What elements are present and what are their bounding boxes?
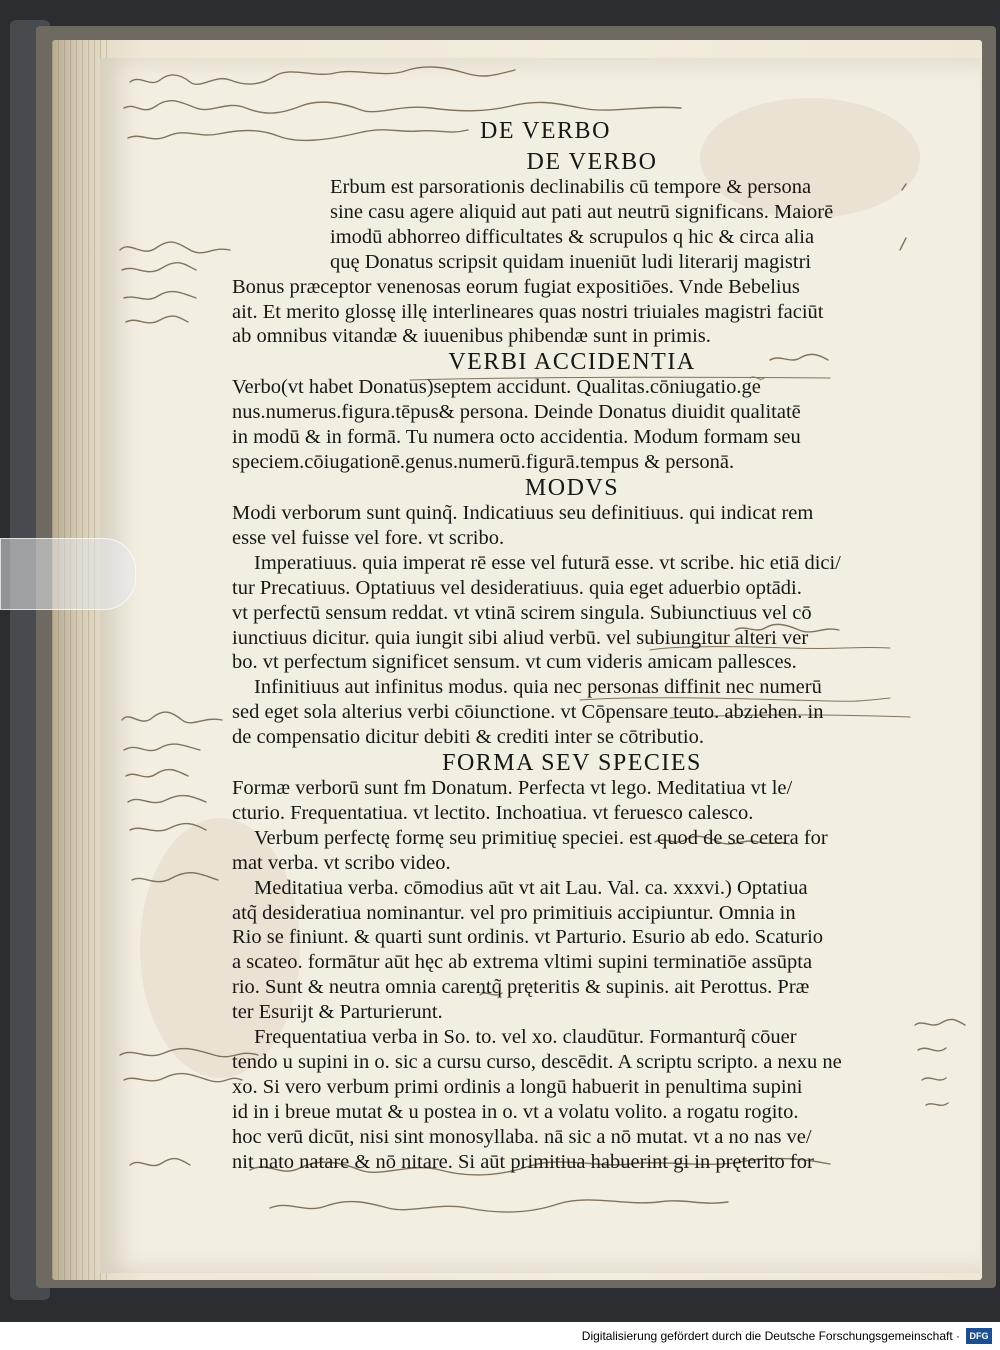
text-line: Verbum perfectę formę seu primitiuę speciei. est quod de se cetera for [254,826,828,849]
text-line: Formæ verborū sunt fm Donatum. Perfecta vt lego. Meditatiua vt le/ [232,777,793,800]
text-line: Erbum est parsorationis declinabilis cū tempore & persona [330,176,812,198]
text-line: id in i breue mutat & u postea in o. vt a volatu volito. a rogatu rogito. [232,1100,799,1123]
text-line: de compensatio dicitur debiti & crediti inter se cōtributio. [232,726,704,749]
text-line: Modi verborum sunt quinq̃. Indicatiuus seu definitiuus. qui indicat rem [232,501,814,524]
text-line: hoc verū dicūt, nisi sint monosyllaba. nā sic a nō mutat. vt a no nas ve/ [232,1125,812,1148]
text-line: esse vel fuisse vel fore. vt scribo. [232,526,505,549]
text-line: ter Esurijt & Parturierunt. [232,1001,443,1024]
text-line: Rio se finiunt. & quarti sunt ordinis. vt Parturio. Esurio ab edo. Scaturio [232,926,824,949]
section-heading: VERBI ACCIDENTIA [448,349,696,376]
text-line: Imperatiuus. quia imperat rē esse vel futurā esse. vt scribe. hic etiā dici/ [254,551,841,574]
text-line: tur Precatiuus. Optatiuus vel desideratiuus. quia eget aduerbio optādi. [232,576,802,599]
text-line: tendo u supini in o. sic a cursu curso, descēdit. A scriptu scripto. a nexu ne [232,1051,842,1073]
text-line: rio. Sunt & neutra omnia carentq̃ pręteritis & supinis. ait Perottus. Præ [232,976,810,999]
text-line: cturio. Frequentatiua. vt lectito. Inchoatiua. vt feruesco calesco. [232,801,754,824]
text-line: Frequentatiua verba in So. to. vel xo. claudūtur. Formanturq̃ cōuer [254,1026,797,1049]
opening-paragraph [232,175,912,349]
text-line: imodū abhorreo difficultates & scrupulos q hic & circa alia [330,225,815,248]
main-text-block [232,115,912,1175]
digitization-footer [0,1322,1000,1350]
text-line: ait. Et merito glossę illę interlineares quas nostri triuiales magistri faciūt [232,300,824,323]
text-line: quę Donatus scripsit quidam inueniūt ludi literarij magistri [330,250,812,273]
text-line: in modū & in formā. Tu numera octo accidentia. Modum formam seu [232,426,801,449]
text-line: vt perfectū sensum reddat. vt vtinā scirem singula. Subiunctiuus vel cō [232,601,812,624]
text-line: bo. vt perfectum significet sensum. vt cum videris amicam pallesces. [232,651,797,674]
text-line: iunctiuus dicitur. quia iungit sibi aliud verbū. vel subiungitur alteri ver [232,626,809,649]
text-line: xo. Si vero verbum primi ordinis a longū habuerit in penultima supini [232,1075,803,1098]
text-line: Meditatiua verba. cōmodius aūt vt ait Lau. Val. ca. xxxvi.) Optatiua [254,876,808,899]
text-line: sed eget sola alterius verbi cōiunctione. vt Cōpensare teuto. abziehen. in [232,701,824,724]
text-line: Verbo(vt habet Donatus)septem accidunt. Qualitas.cōniugatio.ge [232,376,761,399]
text-line: speciem.cōiugationē.genus.numerū.figurā.tempus & personā. [232,451,735,474]
section-heading: MODVS [524,474,620,501]
dfg-logo: DFG [966,1328,992,1344]
text-line: ab omnibus vitandæ & iuuenibus phibendæ sunt in primis. [232,325,711,348]
text-line: nus.numerus.figura.tēpus& persona. Deinde Donatus diuidit qualitatē [232,401,801,424]
text-line: nit nato natare & nō nitare. Si aūt primitiua habuerint gi in pręterito for [232,1150,814,1173]
text-line: a scateo. formātur aūt hęc ab extrema vltimi supini terminatiōe assūpta [232,951,813,974]
section-heading: FORMA SEV SPECIES [442,750,702,777]
text-line: Bonus præceptor venenosas eorum fugiat expositiōes. Vnde Bebelius [232,275,800,298]
funding-credit: Digitalisierung gefördert durch die Deutsche Forschungsgemeinschaft · [581,1329,960,1343]
text-line: Infinitiuus aut infinitus modus. quia nec personas diffinit nec numerū [254,676,822,699]
text-line: sine casu agere aliquid aut pati aut neutrū significans. Maiorē [330,200,834,223]
running-title: DE VERBO [480,118,611,144]
text-line: atq̃ desideratiua nominantur. vel pro primitiuis accipiuntur. Omnia in [232,901,796,924]
main-heading: DE VERBO [526,149,658,175]
decorated-initial-v [272,177,320,221]
text-line: mat verba. vt scribo video. [232,851,451,874]
